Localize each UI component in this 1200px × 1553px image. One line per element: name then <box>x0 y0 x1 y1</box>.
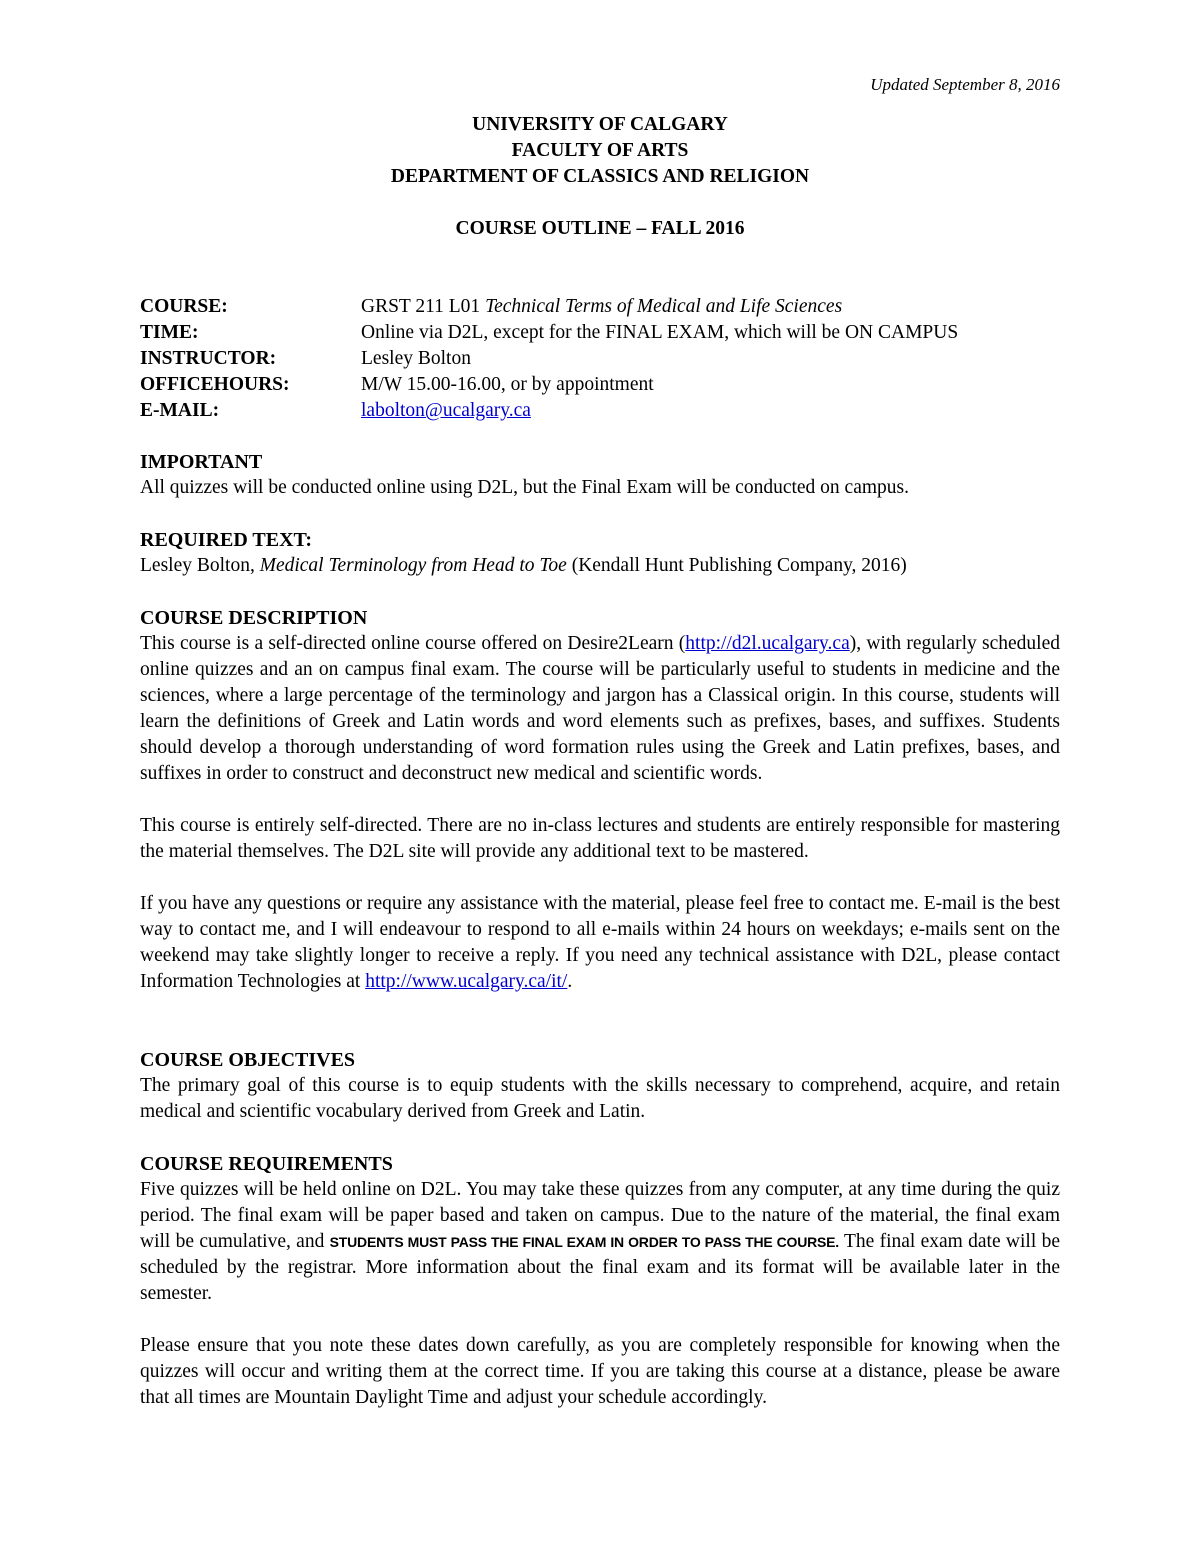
course-info-table <box>140 294 958 424</box>
document-header <box>140 112 1060 190</box>
email-label: E-MAIL: <box>140 400 220 421</box>
department-name: DEPARTMENT OF CLASSICS AND RELIGION <box>390 166 810 187</box>
required-text-section <box>140 527 1060 579</box>
requirements-p1-text: Five quizzes will be held online on D2L. You may take these quizzes from any computer, at any time during the quiz period. The final exam will be paper based and taken on campus. Due to the nature of the material, the final exam will be cumulative, and <box>140 1179 1060 1252</box>
requirements-paragraph-1 <box>140 1177 1060 1307</box>
description-p3-end: . <box>567 971 573 992</box>
important-text: All quizzes will be conducted online using D2L, but the Final Exam will be conducted on campus. <box>140 477 910 498</box>
description-p3-text: If you have any questions or require any assistance with the material, please feel free to contact me. E-mail is the best way to contact me, and I will endeavour to respond to all e-mails within 24 hours on weekdays; e-mails sent on the weekend may take slightly longer to receive a reply. If you need any technical assistance with D2L, please contact Information Technologies at <box>140 893 1060 992</box>
objectives-text: The primary goal of this course is to equip students with the skills necessary to comprehend, acquire, and retain medical and scientific vocabulary derived from Greek and Latin. <box>140 1075 1060 1122</box>
objectives-heading: COURSE OBJECTIVES <box>140 1049 356 1071</box>
course-name: Technical Terms of Medical and Life Sciences <box>485 296 843 317</box>
required-text-heading: REQUIRED TEXT: <box>140 529 313 551</box>
description-paragraph-1 <box>140 631 1060 787</box>
info-row-time <box>140 320 958 346</box>
time-label: TIME: <box>140 322 199 343</box>
requirements-paragraph-2: Please ensure that you note these dates down carefully, as you are completely responsible for knowing when the quizzes will occur and writing them at the correct time. If you are taking this course at a distance, please be aware that all times are Mountain Daylight Time and adjust your schedule accordingly. <box>140 1335 1060 1408</box>
description-p1-text: This course is a self-directed online course offered on Desire2Learn ( <box>140 633 686 654</box>
description-p1-rest: ), with regularly scheduled online quizzes and an on campus final exam. The course will be particularly useful to students in medicine and the sciences, where a large percentage of the terminology and jargon has a Classical origin. In this course, students will learn the definitions of Greek and Latin words and word elements such as prefixes, bases, and suffixes. Students should develop a thorough understanding of word formation rules using the Greek and Latin prefixes, bases, and suffixes in order to construct and deconstruct new medical and scientific words. <box>140 633 1061 784</box>
email-value <box>361 398 531 424</box>
info-row-instructor <box>140 346 958 372</box>
it-support-link[interactable]: http://www.ucalgary.ca/it/ <box>365 971 568 992</box>
office-hours-value: M/W 15.00-16.00, or by appointment <box>361 374 654 395</box>
instructor-label: INSTRUCTOR: <box>140 348 277 369</box>
requirements-p1-rest: The final exam date will be scheduled by the registrar. More information about the final exam and its format will be available later in the semester. <box>140 1231 1060 1304</box>
info-row-course <box>140 294 958 320</box>
important-heading: IMPORTANT <box>140 451 263 473</box>
required-text-citation <box>140 553 1060 579</box>
outline-title: COURSE OUTLINE – FALL 2016 <box>455 218 745 239</box>
objectives-section <box>140 1047 1060 1125</box>
requirements-section <box>140 1151 1060 1411</box>
must-pass-notice: STUDENTS MUST PASS THE FINAL EXAM IN ORDER TO PASS THE COURSE. <box>329 1234 839 1250</box>
instructor-value: Lesley Bolton <box>361 348 471 369</box>
course-label: COURSE: <box>140 296 228 317</box>
university-name: UNIVERSITY OF CALGARY <box>472 114 728 135</box>
d2l-link[interactable]: http://d2l.ucalgary.ca <box>685 633 850 654</box>
description-paragraph-2: This course is entirely self-directed. There are no in-class lectures and students are entirely responsible for mastering the material themselves. The D2L site will provide any additional text to be mastered. <box>140 815 1060 862</box>
description-section <box>140 605 1060 995</box>
book-publisher: (Kendall Hunt Publishing Company, 2016) <box>571 555 907 576</box>
book-title: Medical Terminology from Head to Toe <box>259 555 567 576</box>
faculty-name: FACULTY OF ARTS <box>511 140 689 161</box>
requirements-heading: COURSE REQUIREMENTS <box>140 1153 393 1175</box>
course-code: GRST 211 L01 <box>361 296 481 317</box>
info-row-email <box>140 398 958 424</box>
email-link[interactable]: labolton@ucalgary.ca <box>361 400 531 421</box>
office-hours-label: OFFICEHOURS: <box>140 374 290 395</box>
important-section <box>140 449 1060 501</box>
book-author: Lesley Bolton, <box>140 555 255 576</box>
updated-date: Updated September 8, 2016 <box>870 75 1060 94</box>
description-heading: COURSE DESCRIPTION <box>140 607 368 629</box>
time-value: Online via D2L, except for the FINAL EXAM, which will be ON CAMPUS <box>361 322 959 343</box>
description-paragraph-3 <box>140 891 1060 995</box>
info-row-office-hours <box>140 372 958 398</box>
course-value <box>361 294 842 320</box>
